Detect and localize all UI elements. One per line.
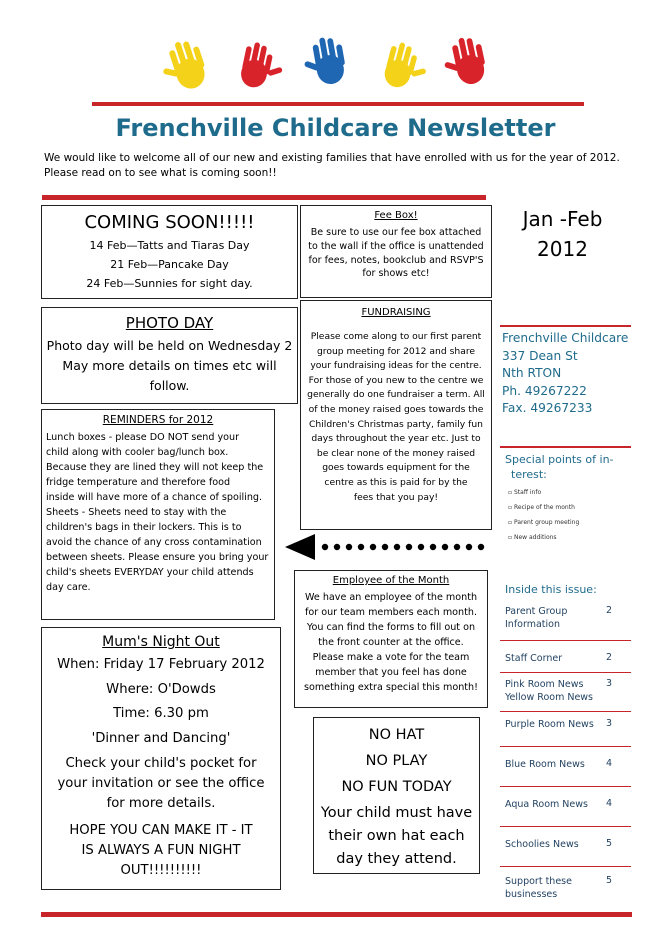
issue-year: 2012 — [537, 237, 588, 261]
toc-page-number: 3 — [606, 718, 613, 729]
employee-line: member that you feel has done — [315, 667, 467, 678]
special-point-label: Parent group meeting — [513, 519, 580, 526]
mums-night-line: 'Dinner and Dancing' — [91, 730, 231, 746]
reminder-line: children's bags in their lockers. This is to — [46, 522, 242, 533]
reminder-line: day care. — [46, 582, 91, 593]
photo-day-line: Photo day will be held on Wednesday 2 — [46, 338, 293, 353]
toc-label-line: Pink Room News — [505, 679, 584, 690]
mums-night-box — [41, 627, 281, 890]
toc-label-line: Information — [505, 619, 560, 630]
toc-item-label — [505, 718, 615, 731]
mums-night-line: for more details. — [106, 796, 216, 811]
no-hat-box — [313, 717, 480, 874]
special-point-label: Recipe of the month — [513, 504, 575, 511]
employee-line: You can find the forms to fill out on — [306, 622, 476, 633]
red-hand-icon — [440, 32, 498, 90]
fundraising-line: generally do one fundraiser a term. All — [307, 389, 485, 401]
toc-page-number: 5 — [606, 875, 613, 886]
employee-line: Please make a vote for the team — [312, 652, 470, 663]
mums-night-line: IS ALWAYS A FUN NIGHT — [81, 843, 241, 858]
contact-line: Ph. 49267222 — [502, 383, 587, 398]
bullet-icon: ▫ — [508, 534, 514, 541]
toc-label-line: Blue Room News — [505, 759, 585, 770]
no-hat-line: NO FUN TODAY — [341, 779, 452, 795]
intro-line: We would like to welcome all of our new and existing families that have enrolled with us for the year of 2012. — [44, 152, 620, 164]
toc-divider — [500, 746, 631, 747]
list-item — [508, 515, 628, 530]
toc-page-number: 5 — [606, 838, 613, 849]
bullet-icon: ▫ — [508, 489, 514, 496]
toc-item-label — [505, 758, 615, 771]
photo-day-line: May more details on times etc will — [62, 358, 277, 373]
fundraising-heading: FUNDRAISING — [361, 307, 431, 318]
no-hat-line: day they attend. — [336, 851, 457, 867]
coming-soon-heading: COMING SOON!!!!! — [84, 212, 255, 233]
red-hand-icon — [228, 38, 283, 93]
fee-box-heading: Fee Box! — [374, 210, 418, 221]
mums-night-line: Check your child's pocket for — [65, 756, 257, 771]
fundraising-line: be clear none of the money raised — [316, 447, 476, 459]
toc-item-label — [505, 652, 615, 665]
contact-line: Frenchville Childcare — [502, 331, 629, 345]
photo-day-line: follow. — [149, 378, 190, 393]
points-rule — [500, 446, 631, 448]
contact-block — [502, 330, 632, 418]
list-item — [508, 530, 628, 545]
yellow-hand-icon — [372, 38, 427, 93]
fundraising-line: of the money raised goes towards the — [308, 403, 484, 415]
list-item — [508, 500, 628, 515]
reminders-box — [41, 409, 275, 620]
reminder-line: Sheets - Sheets need to stay with the — [46, 507, 227, 518]
toc-label-line: businesses — [505, 889, 558, 900]
mums-night-heading: Mum's Night Out — [102, 634, 220, 650]
toc-page-number: 4 — [606, 798, 613, 809]
special-point-label: New additions — [513, 534, 557, 541]
employee-heading: Employee of the Month — [332, 575, 450, 586]
reminder-line: between sheets. Please ensure you bring your — [46, 552, 269, 563]
section-rule — [42, 195, 486, 200]
special-point-label: Staff info — [513, 489, 542, 496]
mums-night-line: your invitation or see the office — [57, 776, 265, 791]
contact-rule — [500, 325, 631, 327]
toc-page-number: 3 — [606, 678, 613, 689]
contact-line: Nth RTON — [502, 366, 562, 380]
fee-box — [300, 205, 492, 298]
yellow-hand-icon — [158, 36, 218, 94]
toc-divider — [500, 866, 631, 867]
mums-night-line: HOPE YOU CAN MAKE IT - IT — [69, 823, 253, 838]
footer-rule — [41, 912, 632, 917]
contact-line: 337 Dean St — [502, 348, 578, 363]
reminder-line: Because they are lined they will not keep the — [46, 462, 264, 473]
toc-item-label — [505, 678, 615, 704]
fundraising-box — [300, 300, 492, 530]
reminder-line: Lunch boxes - please DO NOT send your — [46, 432, 240, 443]
newsletter-title: Frenchville Childcare Newsletter — [115, 114, 556, 142]
blue-hand-icon — [300, 32, 358, 90]
contact-line: Fax. 49267233 — [502, 401, 593, 415]
mums-night-line: Where: O'Dowds — [106, 681, 216, 697]
no-hat-line: Your child must have — [320, 805, 473, 821]
toc-label-line: Yellow Room News — [505, 692, 594, 703]
mums-night-line: When: Friday 17 February 2012 — [57, 657, 265, 672]
dotted-arrow-icon — [285, 534, 495, 560]
intro-text — [44, 151, 634, 181]
toc-label-line: Aqua Room News — [505, 799, 588, 810]
special-points-list — [508, 485, 628, 545]
no-hat-line: their own hat each — [328, 828, 465, 844]
no-hat-line: NO HAT — [368, 727, 425, 743]
toc-divider — [500, 826, 631, 827]
toc-label-line: Parent Group — [505, 606, 568, 617]
employee-box — [294, 570, 488, 708]
reminder-line: inside will have more of a chance of spoiling. — [46, 492, 263, 503]
toc-item-label — [505, 838, 615, 851]
bullet-icon: ▫ — [508, 519, 514, 526]
toc-divider — [500, 672, 631, 673]
special-points-heading-line: terest: — [511, 468, 547, 481]
inside-issue-heading: Inside this issue: — [505, 583, 597, 596]
fee-box-line: to the wall if the office is unattended — [308, 240, 484, 252]
list-item — [508, 485, 628, 500]
toc-label-line: Staff Corner — [505, 653, 563, 664]
toc-label-line: Schoolies News — [505, 839, 579, 850]
fundraising-line: goes towards equipment for the — [322, 462, 470, 474]
toc-label-line: Purple Room News — [505, 719, 594, 730]
mums-night-line: Time: 6.30 pm — [113, 706, 209, 721]
reminder-line: avoid the chance of any cross contamination — [46, 537, 262, 548]
special-points-heading — [505, 452, 635, 482]
fee-box-line: for shows etc! — [362, 268, 430, 280]
toc-item-label — [505, 875, 615, 901]
fundraising-line: fees that you pay! — [353, 491, 439, 503]
toc-item-label — [505, 798, 615, 811]
reminder-line: fridge temperature and therefore food — [46, 477, 231, 488]
event-line: 21 Feb—Pancake Day — [110, 258, 229, 271]
fee-box-line: Be sure to use our fee box attached — [310, 227, 482, 238]
toc-divider — [500, 640, 631, 641]
toc-page-number: 4 — [606, 758, 613, 769]
photo-day-heading: PHOTO DAY — [125, 314, 214, 332]
fundraising-line: days throughout the year etc. Just to — [311, 433, 481, 445]
employee-line: We have an employee of the month — [304, 592, 478, 603]
special-points-heading-line: Special points of in- — [505, 453, 614, 466]
employee-line: the front counter at the office. — [318, 637, 464, 648]
reminder-line: child's sheets EVERYDAY your child attends — [46, 567, 254, 578]
employee-line: for our team members each month. — [304, 607, 478, 618]
fundraising-line: group meeting for 2012 and share — [316, 345, 476, 357]
reminder-line: child along with cooler bag/lunch box. — [46, 447, 229, 458]
toc-divider — [500, 786, 631, 787]
reminders-heading: REMINDERS for 2012 — [102, 414, 214, 426]
fundraising-line: centre as this is paid for by the — [324, 476, 468, 488]
toc-item-label — [505, 605, 615, 631]
intro-line: Please read on to see what is coming soon!! — [44, 167, 277, 179]
issue-date — [500, 204, 625, 264]
bullet-icon: ▫ — [508, 504, 514, 511]
mums-night-line: OUT!!!!!!!!!! — [120, 863, 202, 878]
employee-line: something extra special this month! — [304, 682, 478, 693]
coming-soon-box — [41, 205, 298, 299]
issue-month: Jan -Feb — [522, 207, 603, 231]
toc-page-number: 2 — [606, 605, 613, 616]
fundraising-line: For those of you new to the centre we — [308, 374, 484, 386]
fee-box-line: for fees, notes, bookclub and RSVP'S — [308, 254, 484, 266]
fundraising-line: your fundraising ideas for the centre. — [310, 360, 482, 372]
toc-label-line: Support these — [505, 876, 572, 887]
fundraising-line: Please come along to our first parent — [310, 331, 482, 342]
event-line: 24 Feb—Sunnies for sight day. — [86, 277, 253, 290]
photo-day-box — [41, 307, 298, 404]
no-hat-line: NO PLAY — [365, 753, 428, 769]
fundraising-line: Children's Christmas party, family fun — [309, 418, 483, 430]
toc-divider — [500, 711, 631, 712]
event-line: 14 Feb—Tatts and Tiaras Day — [89, 239, 250, 252]
toc-page-number: 2 — [606, 652, 613, 663]
header-rule — [92, 102, 584, 106]
